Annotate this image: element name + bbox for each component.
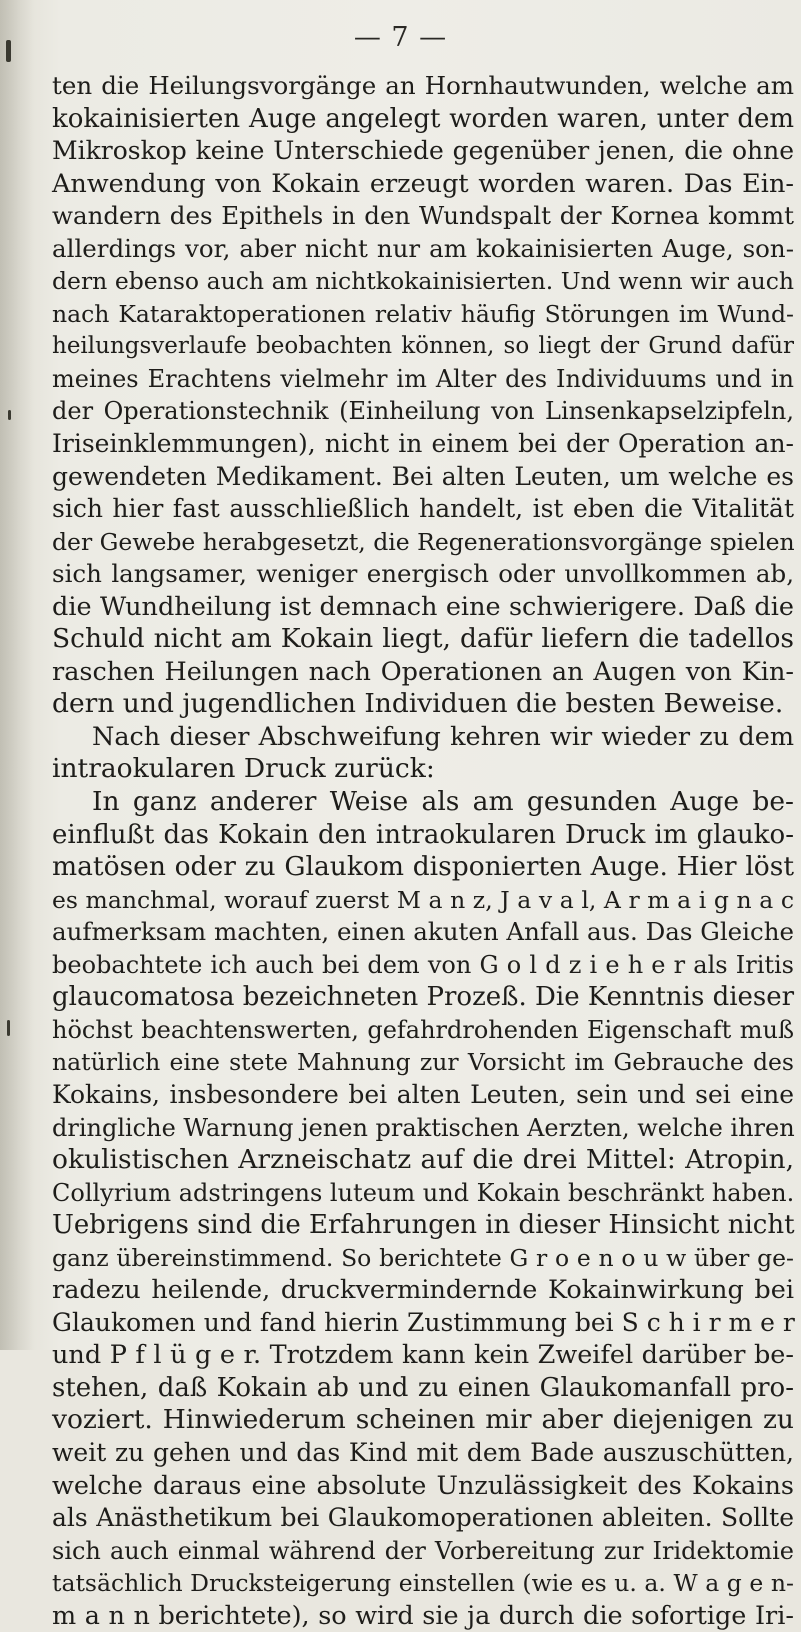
text-line: Glaukomen und fand hierin Zustimmung bei S c h i r m e r	[52, 1307, 795, 1337]
text-line: und P f l ü g e r. Trotzdem kann kein Zweifel darüber be-	[52, 1340, 794, 1371]
text-line: Kokains, insbesondere bei alten Leuten, sein und sei eine	[52, 1079, 794, 1109]
text-line: sich hier fast ausschließlich handelt, ist eben die Vitalität	[52, 494, 794, 524]
text-line: allerdings vor, aber nicht nur am kokainisierten Auge, son-	[52, 233, 794, 263]
text-line: raschen Heilungen nach Operationen an Augen von Kin-	[52, 656, 794, 687]
text-line: wandern des Epithels in den Wundspalt der Kornea kommt	[52, 201, 794, 231]
text-line: m a n n berichtete), so wird sie ja durch die sofortige Iri-	[52, 1600, 794, 1631]
text-line: sich langsamer, weniger energisch oder unvollkommen ab,	[52, 559, 794, 589]
text-line: der Operationstechnik (Einheilung von Linsenkapselzipfeln,	[52, 397, 794, 426]
text-line: ganz übereinstimmend. So berichtete G r o e n o u w über ge-	[52, 1243, 794, 1272]
binding-mark	[7, 1020, 10, 1036]
binding-mark	[8, 410, 11, 420]
text-line: Uebrigens sind die Erfahrungen in dieser Hinsicht nicht	[52, 1210, 795, 1241]
text-line: dern ebenso auch am nichtkokainisierten. Und wenn wir auch	[52, 267, 794, 296]
text-line: Iriseinklemmungen), nicht in einem bei der Operation an-	[52, 429, 794, 459]
text-line: matösen oder zu Glaukom disponierten Auge. Hier löst	[52, 851, 794, 883]
page-number: — 7 —	[353, 22, 448, 53]
text-line: als Anästhetikum bei Glaukomoperationen ableiten. Sollte	[52, 1503, 794, 1533]
text-line: nach Kataraktoperationen relativ häufig Störungen im Wund-	[52, 299, 794, 328]
text-line: stehen, daß Kokain ab und zu einen Glaukomanfall pro-	[52, 1372, 794, 1403]
text-line: es manchmal, worauf zuerst M a n z, J a v a l, A r m a i g n a c	[52, 885, 794, 914]
text-line: einflußt das Kokain den intraokularen Druck im glauko-	[52, 819, 794, 850]
text-line: ten die Heilungsvorgänge an Hornhautwunden, welche am	[52, 71, 794, 100]
text-line: In ganz anderer Weise als am gesunden Auge be-	[92, 786, 794, 818]
text-line: tatsächlich Drucksteigerung einstellen (wie es u. a. W a g e n-	[52, 1569, 794, 1598]
text-line: Anwendung von Kokain erzeugt worden waren. Das Ein-	[52, 168, 794, 199]
text-line: weit zu gehen und das Kind mit dem Bade auszuschütten,	[52, 1437, 794, 1467]
text-line: sich auch einmal während der Vorbereitung zur Iridektomie	[52, 1536, 794, 1565]
text-line: die Wundheilung ist demnach eine schwierigere. Daß die	[52, 591, 794, 622]
body-text	[52, 70, 794, 1632]
text-line: Mikroskop keine Unterschiede gegenüber jenen, die ohne	[52, 136, 794, 166]
text-line: dringliche Warnung jenen praktischen Aerzten, welche ihren	[52, 1113, 795, 1142]
text-line: beobachtete ich auch bei dem von G o l d z i e h e r als Iritis	[52, 950, 794, 979]
text-line: meines Erachtens vielmehr im Alter des Individuums und in	[52, 364, 794, 393]
binding-shadow	[0, 0, 34, 1350]
text-line: natürlich eine stete Mahnung zur Vorsicht im Gebrauche des	[52, 1048, 794, 1077]
text-line: Collyrium adstringens luteum und Kokain beschränkt haben.	[52, 1178, 795, 1207]
text-line: intraokularen Druck zurück:	[52, 753, 435, 785]
text-line: Nach dieser Abschweifung kehren wir wieder zu dem	[92, 721, 794, 752]
text-line: welche daraus eine absolute Unzulässigkeit des Kokains	[52, 1470, 794, 1501]
text-line: radezu heilende, druckvermindernde Kokainwirkung bei	[52, 1275, 794, 1306]
text-line: höchst beachtenswerten, gefahrdrohenden Eigenschaft muß	[52, 1015, 794, 1044]
text-line: gewendeten Medikament. Bei alten Leuten, um welche es	[52, 461, 794, 491]
text-line: kokainisierten Auge angelegt worden waren, unter dem	[52, 103, 794, 134]
text-line: heilungsverlaufe beobachten können, so liegt der Grund dafür	[52, 333, 794, 360]
text-line: der Gewebe herabgesetzt, die Regenerationsvorgänge spielen	[52, 527, 795, 556]
text-line: okulistischen Arzneischatz auf die drei Mittel: Atropin,	[52, 1144, 794, 1176]
text-line: voziert. Hinwiederum scheinen mir aber diejenigen zu	[52, 1404, 794, 1436]
text-line: glaucomatosa bezeichneten Prozeß. Die Kenntnis dieser	[52, 982, 795, 1013]
text-line: aufmerksam machten, einen akuten Anfall aus. Das Gleiche	[52, 917, 794, 947]
text-line: dern und jugendlichen Individuen die besten Beweise.	[52, 688, 784, 720]
text-line: Schuld nicht am Kokain liegt, dafür liefern die tadellos	[52, 623, 794, 655]
